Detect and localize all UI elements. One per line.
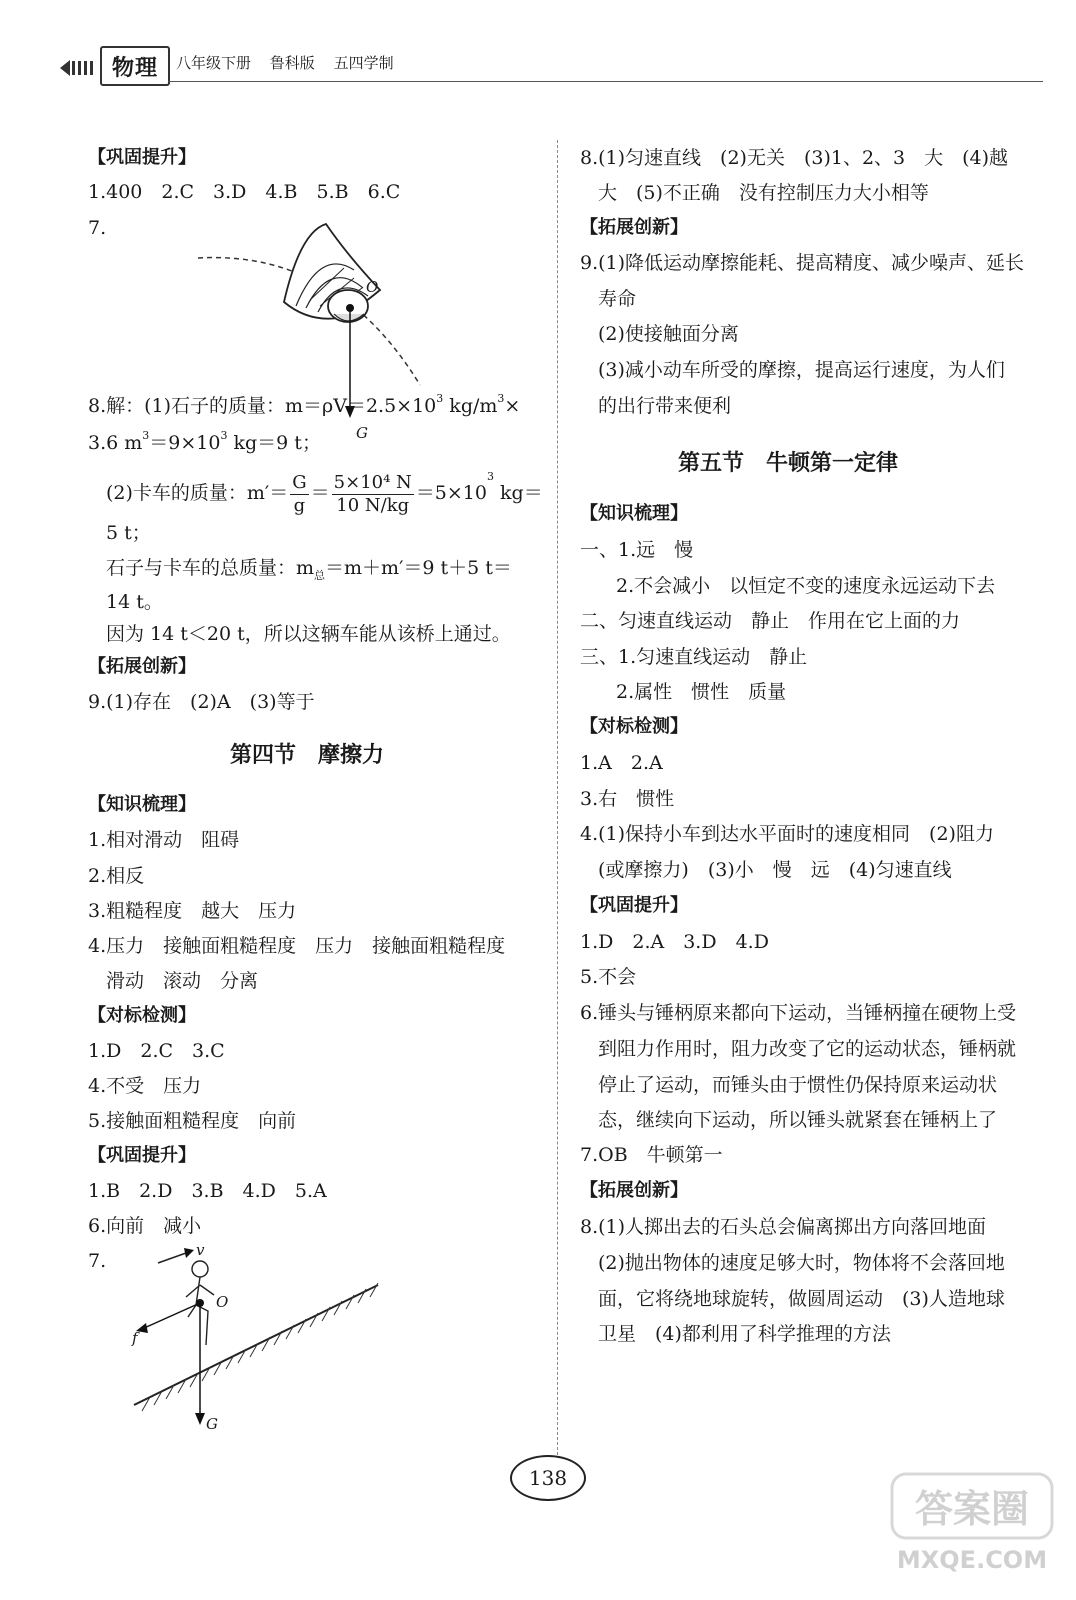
answer-line: 8.(1)人掷出去的石头总会偏离掷出方向落回地面 [580, 1216, 987, 1238]
answer-line: 滑动 滚动 分离 [106, 970, 259, 992]
answer-line: 9.(1)降低运动摩擦能耗、提高精度、减少噪声、延长 [580, 252, 1025, 274]
answer-line: 寿命 [598, 288, 637, 310]
page-header [0, 0, 1076, 100]
gravity-g-label: G [356, 424, 368, 442]
answer-line: 8.解：(1)石子的质量：$m=\rho V=2.5\times 10^3$ $kg/m^3\times$ [88, 392, 521, 417]
answer-line: 4.不受 压力 [88, 1075, 202, 1097]
answer-line: 一、1.远 慢 [580, 539, 694, 561]
answer-line: 9.(1)存在 (2)A (3)等于 [88, 691, 315, 713]
answer-line: (2)卡车的质量：m′＝ $\frac{G}{g}$ ＝ $\frac{\text{5×10⁴ N}}{10 N/kg}$ $=5\times 10^3$ kg＝ [106, 470, 543, 516]
answer-line: 态，继续向下运动，所以锤头就紧套在锤柄上了 [598, 1109, 998, 1131]
heading-benchmark: 【对标检测】 [580, 716, 688, 737]
answer-line: (3)减小动车所受的摩擦，提高运行速度，为人们 [598, 359, 1005, 381]
answer-line: 7. [88, 1250, 107, 1272]
heading-consolidate: 【巩固提升】 [88, 147, 196, 168]
edition-label: 鲁科版 [269, 54, 315, 72]
gravity-g-label: G [206, 1415, 218, 1433]
answer-line: 5.接触面粗糙程度 向前 [88, 1110, 297, 1132]
watermark-url: MXQE.COM [896, 1546, 1048, 1574]
answer-line: 4.压力 接触面粗糙程度 压力 接触面粗糙程度 [88, 935, 506, 957]
answer-line: (2)使接触面分离 [598, 323, 739, 345]
slope-runner-diagram [128, 1241, 388, 1435]
subject-tag: 物理 [100, 46, 170, 86]
velocity-v-label: v [196, 1241, 205, 1259]
heading-extend: 【拓展创新】 [88, 656, 196, 677]
answer-line: 1.相对滑动 阻碍 [88, 829, 240, 851]
section-title: 第五节 牛顿第一定律 [678, 451, 899, 476]
answer-line: 5 t； [106, 522, 151, 544]
answer-line: 1.B 2.D 3.B 4.D 5.A [88, 1180, 327, 1202]
answer-line: 二、匀速直线运动 静止 作用在它上面的力 [580, 610, 961, 632]
answer-line: 2.不会减小 以恒定不变的速度永远运动下去 [616, 575, 996, 597]
answer-line: 6.向前 减小 [88, 1215, 202, 1237]
answer-line: 1.400 2.C 3.D 4.B 5.B 6.C [88, 181, 401, 203]
heading-consolidate: 【巩固提升】 [580, 895, 688, 916]
answer-line: 1.D 2.A 3.D 4.D [580, 931, 769, 953]
answer-line: 5.不会 [580, 966, 637, 988]
system-label: 五四学制 [333, 54, 394, 72]
fraction-weight-over-g: $\frac{\text{5×10⁴ N}}{10 N/kg}$ [333, 471, 412, 516]
page-number: 138 [510, 1455, 586, 1501]
answer-line: (或摩擦力) (3)小 慢 远 (4)匀速直线 [598, 859, 952, 881]
fraction-g-over-g: $\frac{G}{g}$ [292, 471, 307, 516]
heading-consolidate: 【巩固提升】 [88, 1145, 196, 1166]
answer-line: 停止了运动，而锤头由于惯性仍保持原来运动状 [598, 1074, 998, 1096]
answer-line: 三、1.匀速直线运动 静止 [580, 646, 808, 668]
answer-line: 7.OB 牛顿第一 [580, 1144, 723, 1166]
answer-line: 1.D 2.C 3.C [88, 1040, 225, 1062]
section-title: 第四节 摩擦力 [230, 743, 385, 768]
answer-line: 7. [88, 217, 107, 239]
answer-line: 的出行带来便利 [598, 395, 732, 417]
site-watermark-logo [888, 1468, 1058, 1578]
friction-f-label: f [132, 1329, 138, 1347]
heading-benchmark: 【对标检测】 [88, 1005, 196, 1026]
point-o-label: O [216, 1293, 229, 1311]
heading-knowledge: 【知识梳理】 [580, 503, 688, 524]
answer-line: 到阻力作用时，阻力改变了它的运动状态，锤柄就 [598, 1038, 1017, 1060]
answer-line: 8.(1)匀速直线 (2)无关 (3)1、2、3 大 (4)越 [580, 147, 1009, 169]
answer-line: 4.(1)保持小车到达水平面时的速度相同 (2)阻力 [580, 823, 994, 845]
answer-line: 卫星 (4)都利用了科学推理的方法 [598, 1323, 891, 1345]
header-meta [176, 52, 408, 73]
watermark-title: 答案圈 [914, 1487, 1030, 1531]
heading-extend: 【拓展创新】 [580, 217, 688, 238]
answer-line: 3.右 惯性 [580, 788, 675, 810]
answer-line: 面，它将绕地球旋转，做圆周运动 (3)人造地球 [598, 1288, 1005, 1310]
answer-line: 因为 14 t＜20 t，所以这辆车能从该桥上通过。 [106, 623, 511, 645]
column-divider [557, 140, 558, 1455]
answer-line: 1.A 2.A [580, 752, 663, 774]
header-rule [168, 81, 1043, 82]
answer-line: 6.锤头与锤柄原来都向下运动，当锤柄撞在硬物上受 [580, 1002, 1017, 1024]
answer-line: 大 (5)不正确 没有控制压力大小相等 [598, 182, 929, 204]
answer-line: 3.粗糙程度 越大 压力 [88, 900, 297, 922]
answer-line: 2.属性 惯性 质量 [616, 681, 787, 703]
answer-line: 14 t。 [106, 591, 163, 613]
answer-line: 石子与卡车的总质量：$m_总=m+m'=9$ t＋5 t＝ [106, 557, 512, 582]
answer-line: 2.相反 [88, 865, 145, 887]
page-corner-ornament [60, 58, 98, 78]
heading-knowledge: 【知识梳理】 [88, 794, 196, 815]
grade-label: 八年级下册 [176, 54, 252, 72]
answer-line: 3.6 $m^3=9\times 10^3$ kg＝9 t； [88, 429, 321, 454]
point-o-label: O [366, 278, 379, 296]
answer-line: (2)抛出物体的速度足够大时，物体将不会落回地 [598, 1252, 1005, 1274]
heading-extend: 【拓展创新】 [580, 1180, 688, 1201]
